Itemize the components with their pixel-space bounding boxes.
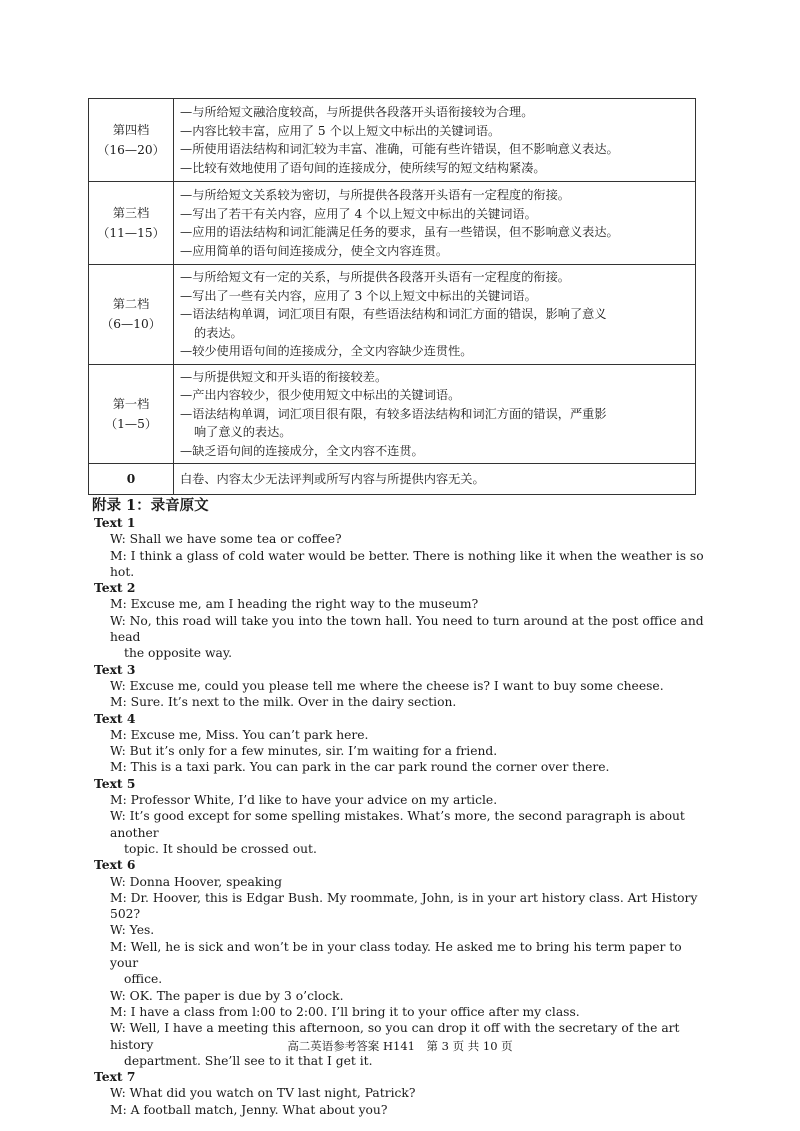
utterance-text: Professor White, I’d like to have your advice on my article. [130,793,498,808]
utterance-text: Well, he is sick and won’t be in your class today. He asked me to bring his term paper to your [110,939,682,971]
speaker-label: W: [110,1086,126,1101]
text-label: Text 4 [94,710,136,726]
page-footer: 高二英语参考答案 H141 第 3 页 共 10 页 [287,1039,513,1053]
grade-name: 0 [126,472,136,486]
dialogue-line [94,694,704,710]
text-label: Text 1 [94,515,136,530]
dialogue-line [94,531,704,547]
speaker-label: W: [110,988,126,1003]
utterance-continuation: office. [124,972,163,987]
speaker-label: W: [110,678,126,693]
dialogue-line [94,548,704,581]
criterion-line: —比较有效地使用了语句间的连接成分，使所续写的短文结构紧凑。 [180,160,546,175]
rubric-description-cell [174,182,696,265]
rubric-grade-cell [89,99,174,182]
dialogue-line [94,808,704,841]
dialogue-line [94,922,704,938]
dialogue-line [94,1085,704,1101]
utterance-text: Excuse me, Miss. You can’t park here. [130,727,369,742]
utterance-text: Well, I have a meeting this afternoon, so you can drop it off with the secretary of the art history [110,1021,680,1052]
utterance-text: It’s good except for some spelling mistakes. What’s more, the second paragraph is about another [110,809,685,840]
speaker-label: M: [110,1102,127,1117]
utterance-continuation: the opposite way. [124,646,233,661]
criterion-line: —与所给短文关系较为密切，与所提供各段落开头语有一定程度的衔接。 [180,188,570,202]
criterion-line: —产出内容较少，很少使用短文中标出的关键词语。 [180,388,461,402]
utterance-text: But it’s only for a few minutes, sir. I’m waiting for a friend. [129,744,498,759]
speaker-label: M: [110,1004,127,1019]
utterance-text: This is a taxi park. You can park in the car park round the corner over there. [130,760,610,775]
criterion-line: —语法结构单调，词汇项目很有限，有较多语法结构和词汇方面的错误，严重影 [180,406,607,421]
speaker-label: M: [110,760,127,775]
criterion-line: —内容比较丰富，应用了 5 个以上短文中标出的关键词语。 [180,123,501,138]
rubric-description-cell [174,265,696,365]
utterance-text: Excuse me, am I heading the right way to the museum? [130,597,479,612]
rubric-row [89,364,696,464]
utterance-text: I have a class from l:00 to 2:00. I’ll bring it to your office after my class. [130,1004,580,1019]
criterion-line: —应用的语法结构和词汇能满足任务的要求，虽有一些错误，但不影响意义表达。 [180,225,619,239]
speaker-label: M: [110,548,127,563]
criterion-line: —与所提供短文和开头语的衔接较差。 [180,369,388,384]
dialogue-line [94,1004,704,1020]
speaker-label: M: [110,793,127,808]
rubric-description-cell [174,364,696,464]
utterance-text: Excuse me, could you please tell me where the cheese is? I want to buy some cheese. [129,678,664,693]
utterance-text: A football match, Jenny. What about you? [130,1102,388,1117]
speaker-label: M: [110,890,127,905]
utterance-text: Shall we have some tea or coffee? [129,532,342,547]
speaker-label: M: [110,695,127,710]
rubric-grade-cell [89,464,174,495]
speaker-label: W: [110,874,126,889]
dialogue-line [94,743,704,759]
speaker-label: W: [110,532,126,547]
criterion-line: —缺乏语句间的连接成分，全文内容不连贯。 [180,443,424,458]
grade-score-range: （1—5） [104,416,158,431]
criterion-line: —写出了一些有关内容，应用了 3 个以上短文中标出的关键词语。 [180,288,537,303]
text-label: Text 2 [94,580,136,596]
utterance-continuation: department. She’ll see to it that I get it. [124,1053,373,1068]
text-label: Text 5 [94,775,136,791]
speaker-label: W: [110,613,126,628]
speaker-label: M: [110,727,127,742]
rubric-grade-cell [89,265,174,365]
text-label: Text 3 [94,661,136,677]
dialogue-line [94,596,704,612]
utterance-text: Sure. It’s next to the milk. Over in the dairy section. [130,695,457,710]
dialogue-line [94,939,704,972]
grade-score-range: （6—10） [101,317,161,332]
grade-name: 第三档 [112,206,150,220]
rubric-row [89,464,696,495]
rubric-row [89,182,696,265]
rubric-row [89,99,696,182]
dialogue-line [94,792,704,808]
criterion-line: —与所给短文有一定的关系，与所提供各段落开头语有一定程度的衔接。 [180,270,570,284]
speaker-label: W: [110,744,126,759]
criterion-line: —写出了若干有关内容，应用了 4 个以上短文中标出的关键词语。 [180,206,537,221]
rubric-description-cell [174,464,696,495]
utterance-text: Donna Hoover, speaking [129,874,283,889]
dialogue-line [94,759,704,775]
dialogue-line [94,890,704,923]
grade-name: 第一档 [112,396,150,411]
utterance-continuation: topic. It should be crossed out. [124,841,317,856]
speaker-label: W: [110,809,126,824]
criterion-line: —与所给短文融洽度较高，与所提供各段落开头语衔接较为合理。 [180,105,534,119]
text-label: Text 7 [94,1069,136,1085]
grade-name: 第二档 [112,297,150,312]
criterion-line: —语法结构单调，词汇项目有限，有些语法结构和词汇方面的错误，影响了意义 [180,307,607,321]
criterion-line: —所使用语法结构和词汇较为丰富、准确，可能有些许错误，但不影响意义表达。 [180,142,619,156]
scoring-rubric-table [88,98,696,495]
dialogue-line [94,613,704,646]
dialogue-line [94,988,704,1004]
utterance-text: No, this road will take you into the town hall. You need to turn around at the post office and head [110,613,704,645]
rubric-grade-cell [89,182,174,265]
utterance-text: Dr. Hoover, this is Edgar Bush. My roommate, John, is in your art history class. Art History 502? [110,890,698,922]
text-label: Text 6 [94,857,136,873]
speaker-label: W: [110,923,126,938]
speaker-label: M: [110,597,127,612]
speaker-label: M: [110,939,127,954]
criterion-line: 的表达。 [194,325,243,340]
dialogue-line [94,727,704,743]
grade-name: 第四档 [112,123,150,137]
dialogue-line [94,1102,704,1118]
utterance-text: Yes. [129,923,155,938]
appendix-title: 附录 1：录音原文 [92,497,209,514]
speaker-label: W: [110,1021,126,1036]
grade-score-range: （11—15） [97,226,165,240]
transcript [94,515,704,1118]
dialogue-line [94,874,704,890]
utterance-text: OK. The paper is due by 3 o’clock. [129,988,344,1003]
criterion-line: —较少使用语句间的连接成分，全文内容缺少连贯性。 [180,344,473,358]
utterance-text: What did you watch on TV last night, Patrick? [129,1086,416,1101]
utterance-text: I think a glass of cold water would be better. There is nothing like it when the weather is so hot. [110,548,704,579]
rubric-grade-cell [89,364,174,464]
criterion-line: —应用简单的语句间连接成分，使全文内容连贯。 [180,243,449,258]
dialogue-line [94,678,704,694]
criterion-line: 响了意义的表达。 [194,425,292,439]
rubric-description-cell [174,99,696,182]
rubric-row [89,265,696,365]
grade-score-range: （16—20） [97,143,165,157]
criterion-line: 白卷、内容太少无法评判或所写内容与所提供内容无关。 [180,471,485,486]
